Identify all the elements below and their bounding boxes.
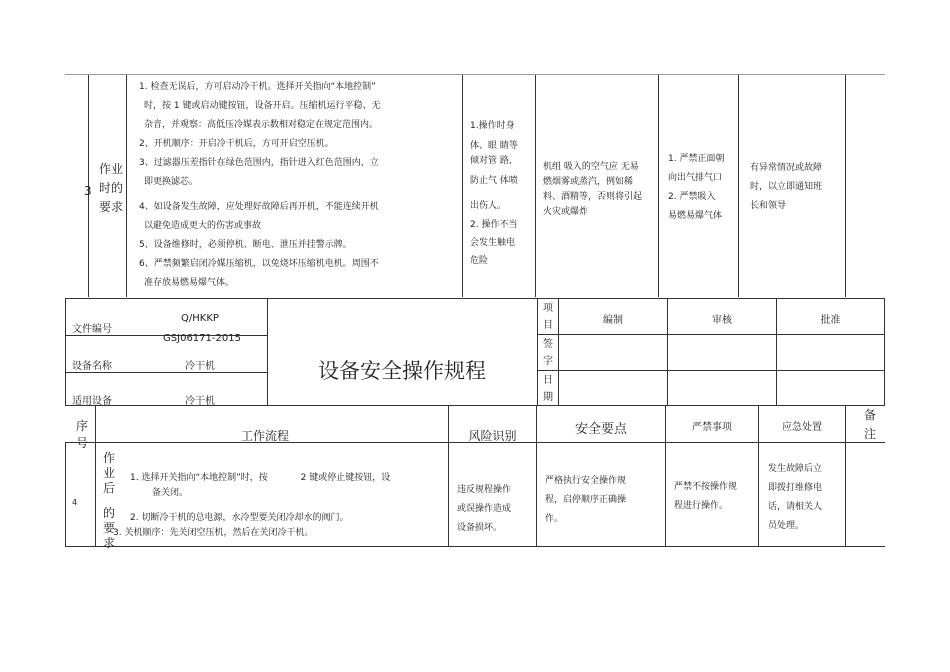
- row3-category-line: 要求: [98, 200, 123, 214]
- date-label: [538, 372, 558, 406]
- procedure-line: 即更换滤芯。: [144, 177, 199, 187]
- row3-category: [97, 160, 125, 217]
- row4-emergency: [768, 460, 846, 536]
- risk-line: 体、眼 睛等: [470, 141, 518, 151]
- col-seq-char: 序: [75, 419, 88, 433]
- sign-label: [538, 336, 558, 370]
- row3-risk: [470, 119, 534, 269]
- procedure-1a: 1. 选择开关指向“本地控制”时，按: [130, 473, 268, 483]
- procedure-line-1: [130, 471, 446, 486]
- prohibited-line: 1. 严禁正面朝: [668, 154, 725, 164]
- col-seq-char: 号: [75, 436, 88, 450]
- procedure-line: 5、设备维修时，必须停机、断电、泄压并挂警示牌。: [139, 240, 352, 250]
- safety-line: 料、酒精等，否则将引起: [543, 192, 643, 202]
- row4-safety: [545, 472, 663, 529]
- emergency-line: 员处理。: [768, 521, 805, 531]
- rule: [65, 372, 267, 373]
- rule: [845, 75, 846, 297]
- procedure-line: 6、严禁频繁启闭冷媒压缩机，以免烧坏压缩机电机。周围不: [139, 259, 379, 269]
- col-remark: [860, 406, 880, 444]
- procedure-2: 2. 切断冷干机的总电源，水冷型要关闭冷却水的阀门。: [130, 513, 349, 523]
- sign-label-char: 字: [543, 356, 553, 367]
- risk-line: 倾对管 路,: [470, 156, 512, 166]
- file-no-value-2: GSJ06171-2015: [163, 333, 241, 344]
- row3-prohibited: [668, 150, 738, 226]
- col-prohibited: 严禁事项: [692, 422, 732, 433]
- procedure-line: 4、如设备发生故障，应处理好故障后再开机，不能连续开机: [139, 202, 379, 212]
- rule: [65, 298, 66, 405]
- document-title: 设备安全操作规程: [318, 359, 486, 383]
- rule: [65, 298, 885, 299]
- item-label-char: 目: [543, 320, 553, 331]
- sign-label-char: 签: [543, 339, 553, 350]
- rule: [126, 75, 127, 297]
- device-name-value: 冷干机: [185, 361, 215, 372]
- procedure-line: 3、过滤器压差指针在绿色范围内，指针进入红色范围内，立: [139, 158, 379, 168]
- rule: [65, 546, 885, 547]
- safety-line: 火灾或爆炸: [543, 207, 589, 217]
- risk-line: 危险: [470, 256, 489, 266]
- row3-seq: 3: [84, 184, 92, 198]
- rule: [738, 75, 739, 297]
- rule: [462, 75, 463, 297]
- date-label-char: 日: [543, 375, 553, 386]
- safety-line: 严格执行安全操作规: [545, 476, 627, 486]
- prohibited-line: 2. 严禁吸入: [668, 192, 716, 202]
- applicable-value: 冷干机: [185, 396, 215, 407]
- risk-line: 2. 操作不当: [470, 220, 518, 230]
- row3-category-line: 作业: [98, 162, 123, 176]
- row4-category-char: 作: [102, 451, 115, 465]
- col-seq: [72, 418, 92, 452]
- row3-category-line: 时的: [98, 181, 123, 195]
- rule: [95, 405, 96, 546]
- risk-line: 出伤人。: [470, 201, 507, 211]
- risk-line: 或误操作造成: [457, 504, 512, 514]
- risk-line: 会发生触电: [470, 238, 516, 248]
- safety-line: 作。: [545, 514, 564, 524]
- prohibited-line: 向出气排气口: [668, 173, 723, 183]
- emergency-line: 即拨打维修电: [768, 483, 823, 493]
- file-no-label: 文件编号: [72, 324, 112, 335]
- rule: [884, 298, 885, 405]
- col-remark-char: 备: [863, 408, 876, 422]
- review-header: 审核: [712, 315, 732, 326]
- applicable-label: 适用设备: [72, 396, 112, 407]
- procedure-line: 准存放易燃易爆气体。: [144, 278, 235, 288]
- procedure-line: 2、开机顺序：开启冷干机后，方可开启空压机。: [139, 139, 334, 149]
- emergency-line: 长和领导: [750, 201, 787, 211]
- rule: [537, 334, 884, 335]
- row4-risk: [457, 481, 537, 538]
- row3-procedure: [139, 78, 459, 293]
- row4-seq: 4: [72, 498, 78, 507]
- emergency-line: 有异常情况或故障: [750, 163, 823, 173]
- procedure-line: 以避免造成更大的伤害或事故: [144, 221, 262, 231]
- row4-category-char: 的: [102, 506, 115, 520]
- procedure-line: 杂音，并观察：高低压冷媒表示数相对稳定在规定范围内。: [144, 120, 379, 130]
- prohibited-line: 程进行操作。: [674, 501, 729, 511]
- risk-line: 1.操作时身: [470, 121, 515, 131]
- item-label-char: 项: [543, 303, 553, 314]
- row4-procedure: [130, 471, 446, 526]
- rule: [535, 75, 536, 297]
- prohibited-line: 严禁不按操作规: [674, 482, 738, 492]
- compile-header: 编制: [603, 315, 623, 326]
- row4-category-char: 后: [102, 481, 115, 495]
- rule: [65, 74, 885, 75]
- rule: [537, 370, 884, 371]
- row3-safety: [543, 160, 657, 220]
- row4-category-char: 求: [102, 536, 115, 550]
- col-remark-char: 注: [863, 427, 876, 441]
- date-label-char: 期: [543, 392, 553, 403]
- safety-line: 机组 吸入的空气应 无易: [543, 162, 639, 172]
- risk-line: 防止气 体喷: [470, 176, 518, 186]
- procedure-1c: 备关闭。: [152, 488, 189, 498]
- safety-line: 程，启停顺序正确操: [545, 495, 627, 505]
- row4-category-char: 业: [102, 466, 115, 480]
- col-emergency: 应急处置: [782, 422, 822, 433]
- col-procedure: 工作流程: [240, 429, 289, 443]
- emergency-line: 发生故障后立: [768, 464, 823, 474]
- procedure-1b: 2 键或停止键按钮，设: [300, 473, 391, 483]
- col-safety: 安全要点: [574, 422, 627, 437]
- emergency-line: 话，请相关人: [768, 502, 823, 512]
- procedure-line: 1. 检查无误后，方可启动冷干机。选择开关指向“本地控制”: [139, 82, 376, 92]
- safety-line: 燃烟雾或蒸汽，例如稀: [543, 177, 634, 187]
- row3-emergency: [750, 159, 845, 216]
- risk-line: 设备损坏。: [457, 523, 503, 533]
- emergency-line: 时，以立即通知班: [750, 182, 823, 192]
- item-label: [538, 300, 558, 334]
- rule: [267, 298, 268, 405]
- approve-header: 批准: [820, 315, 841, 326]
- rule: [658, 75, 659, 297]
- procedure-3: 3. 关机顺序：先关闭空压机，然后在关闭冷干机。: [113, 528, 314, 538]
- col-risk: 风险识别: [468, 429, 517, 443]
- file-no-value: Q/HKKP: [181, 313, 219, 324]
- row4-category-char: 要: [102, 521, 115, 535]
- procedure-line: 时，按 1 键或启动键按钮，设备开启。压缩机运行平稳、无: [144, 101, 381, 111]
- risk-line: 违反规程操作: [457, 485, 512, 495]
- device-name-label: 设备名称: [72, 361, 112, 372]
- prohibited-line: 易燃易爆气体: [668, 211, 723, 221]
- rule: [65, 442, 66, 546]
- row4-prohibited: [674, 478, 758, 516]
